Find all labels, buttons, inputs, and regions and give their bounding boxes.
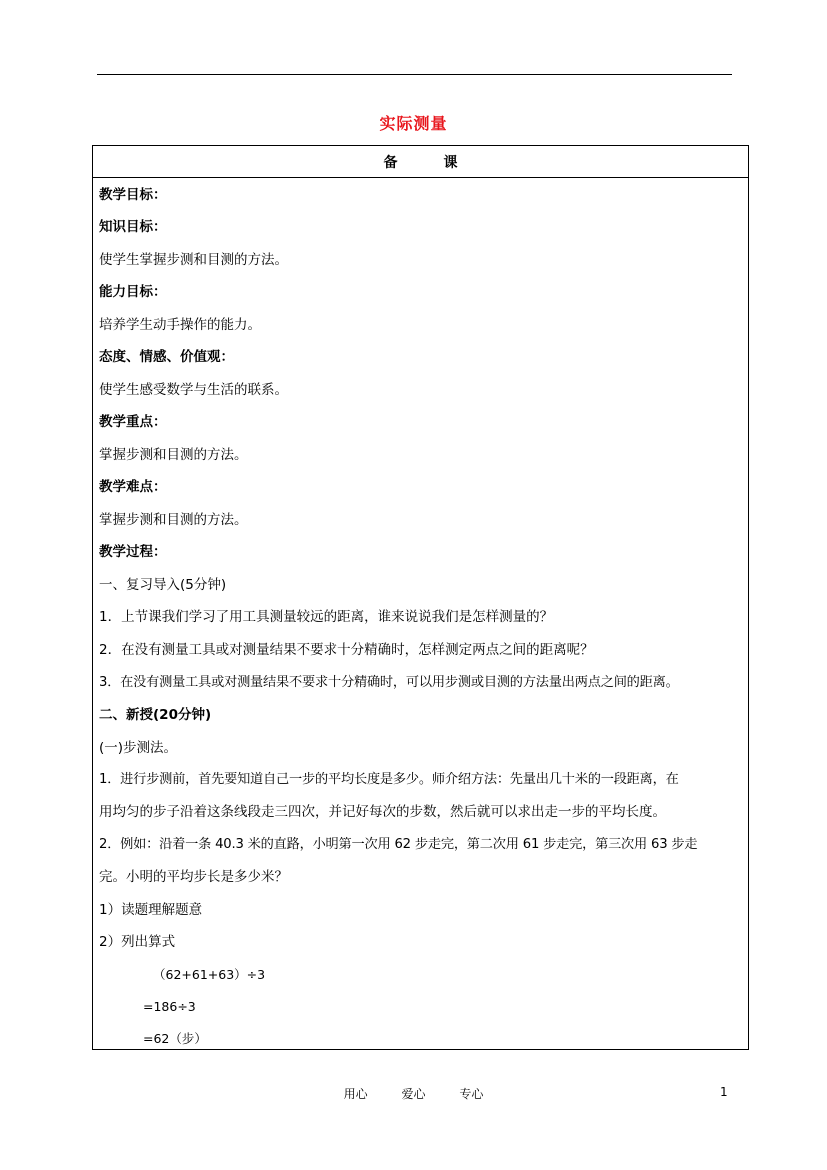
table-header bbox=[93, 146, 748, 178]
content-line: 完。小明的平均步长是多少米？ bbox=[99, 869, 288, 885]
content-line: 掌握步测和目测的方法。 bbox=[99, 512, 248, 528]
footer-text: 用心 bbox=[343, 1087, 368, 1101]
content-line: 态度、情感、价值观： bbox=[99, 349, 234, 365]
content-line: 教学目标： bbox=[99, 187, 167, 203]
page-title: 实际测量 bbox=[379, 114, 448, 133]
formula-line: （62+61+63）÷3 bbox=[153, 967, 266, 982]
content-line: 能力目标： bbox=[99, 284, 167, 300]
content-line: 教学难点： bbox=[99, 479, 167, 495]
content-line: 培养学生动手操作的能力。 bbox=[99, 317, 261, 333]
footer-text: 爱心 bbox=[401, 1087, 426, 1101]
content-line: 2）列出算式 bbox=[99, 934, 176, 950]
table-header-char-2: 课 bbox=[443, 154, 458, 171]
table-header-char-1: 备 bbox=[383, 154, 398, 171]
content-line: 使学生感受数学与生活的联系。 bbox=[99, 382, 288, 398]
content-line: 使学生掌握步测和目测的方法。 bbox=[99, 252, 288, 268]
content-line: 1）读题理解题意 bbox=[99, 902, 203, 918]
content-line: 1．上节课我们学习了用工具测量较远的距离，谁来说说我们是怎样测量的？ bbox=[99, 609, 554, 625]
footer-text: 专心 bbox=[459, 1087, 484, 1101]
content-line: (一)步测法。 bbox=[99, 740, 178, 756]
content-line: 教学过程： bbox=[99, 544, 167, 560]
content-line: 用均匀的步子沿着这条线段走三四次，并记好每次的步数，然后就可以求出走一步的平均长度。 bbox=[99, 804, 666, 820]
content-line: 2．在没有测量工具或对测量结果不要求十分精确时，怎样测定两点之间的距离呢？ bbox=[99, 642, 594, 658]
content-line: 3．在没有测量工具或对测量结果不要求十分精确时，可以用步测或目测的方法量出两点之间的距离。 bbox=[99, 675, 679, 690]
lesson-table bbox=[92, 145, 749, 1050]
content-line: 1．进行步测前，首先要知道自己一步的平均长度是多少。师介绍方法：先量出几十米的一段距离，在 bbox=[99, 772, 679, 787]
content-line: 教学重点： bbox=[99, 414, 167, 430]
content-line: 掌握步测和目测的方法。 bbox=[99, 447, 248, 463]
content-line: 二、新授(20分钟) bbox=[99, 707, 212, 723]
content-line: 知识目标： bbox=[99, 219, 167, 235]
formula-line: =186÷3 bbox=[143, 999, 196, 1014]
header-rule bbox=[97, 74, 732, 75]
content-line: 一、复习导入(5分钟) bbox=[99, 577, 227, 593]
content-line: 2．例如：沿着一条 40.3 米的直路，小明第一次用 62 步走完，第二次用 61 步走完，第三次用 63 步走 bbox=[99, 837, 698, 852]
formula-line: =62（步） bbox=[143, 1031, 207, 1046]
page-number: 1 bbox=[720, 1085, 728, 1099]
page-footer bbox=[0, 1085, 827, 1102]
